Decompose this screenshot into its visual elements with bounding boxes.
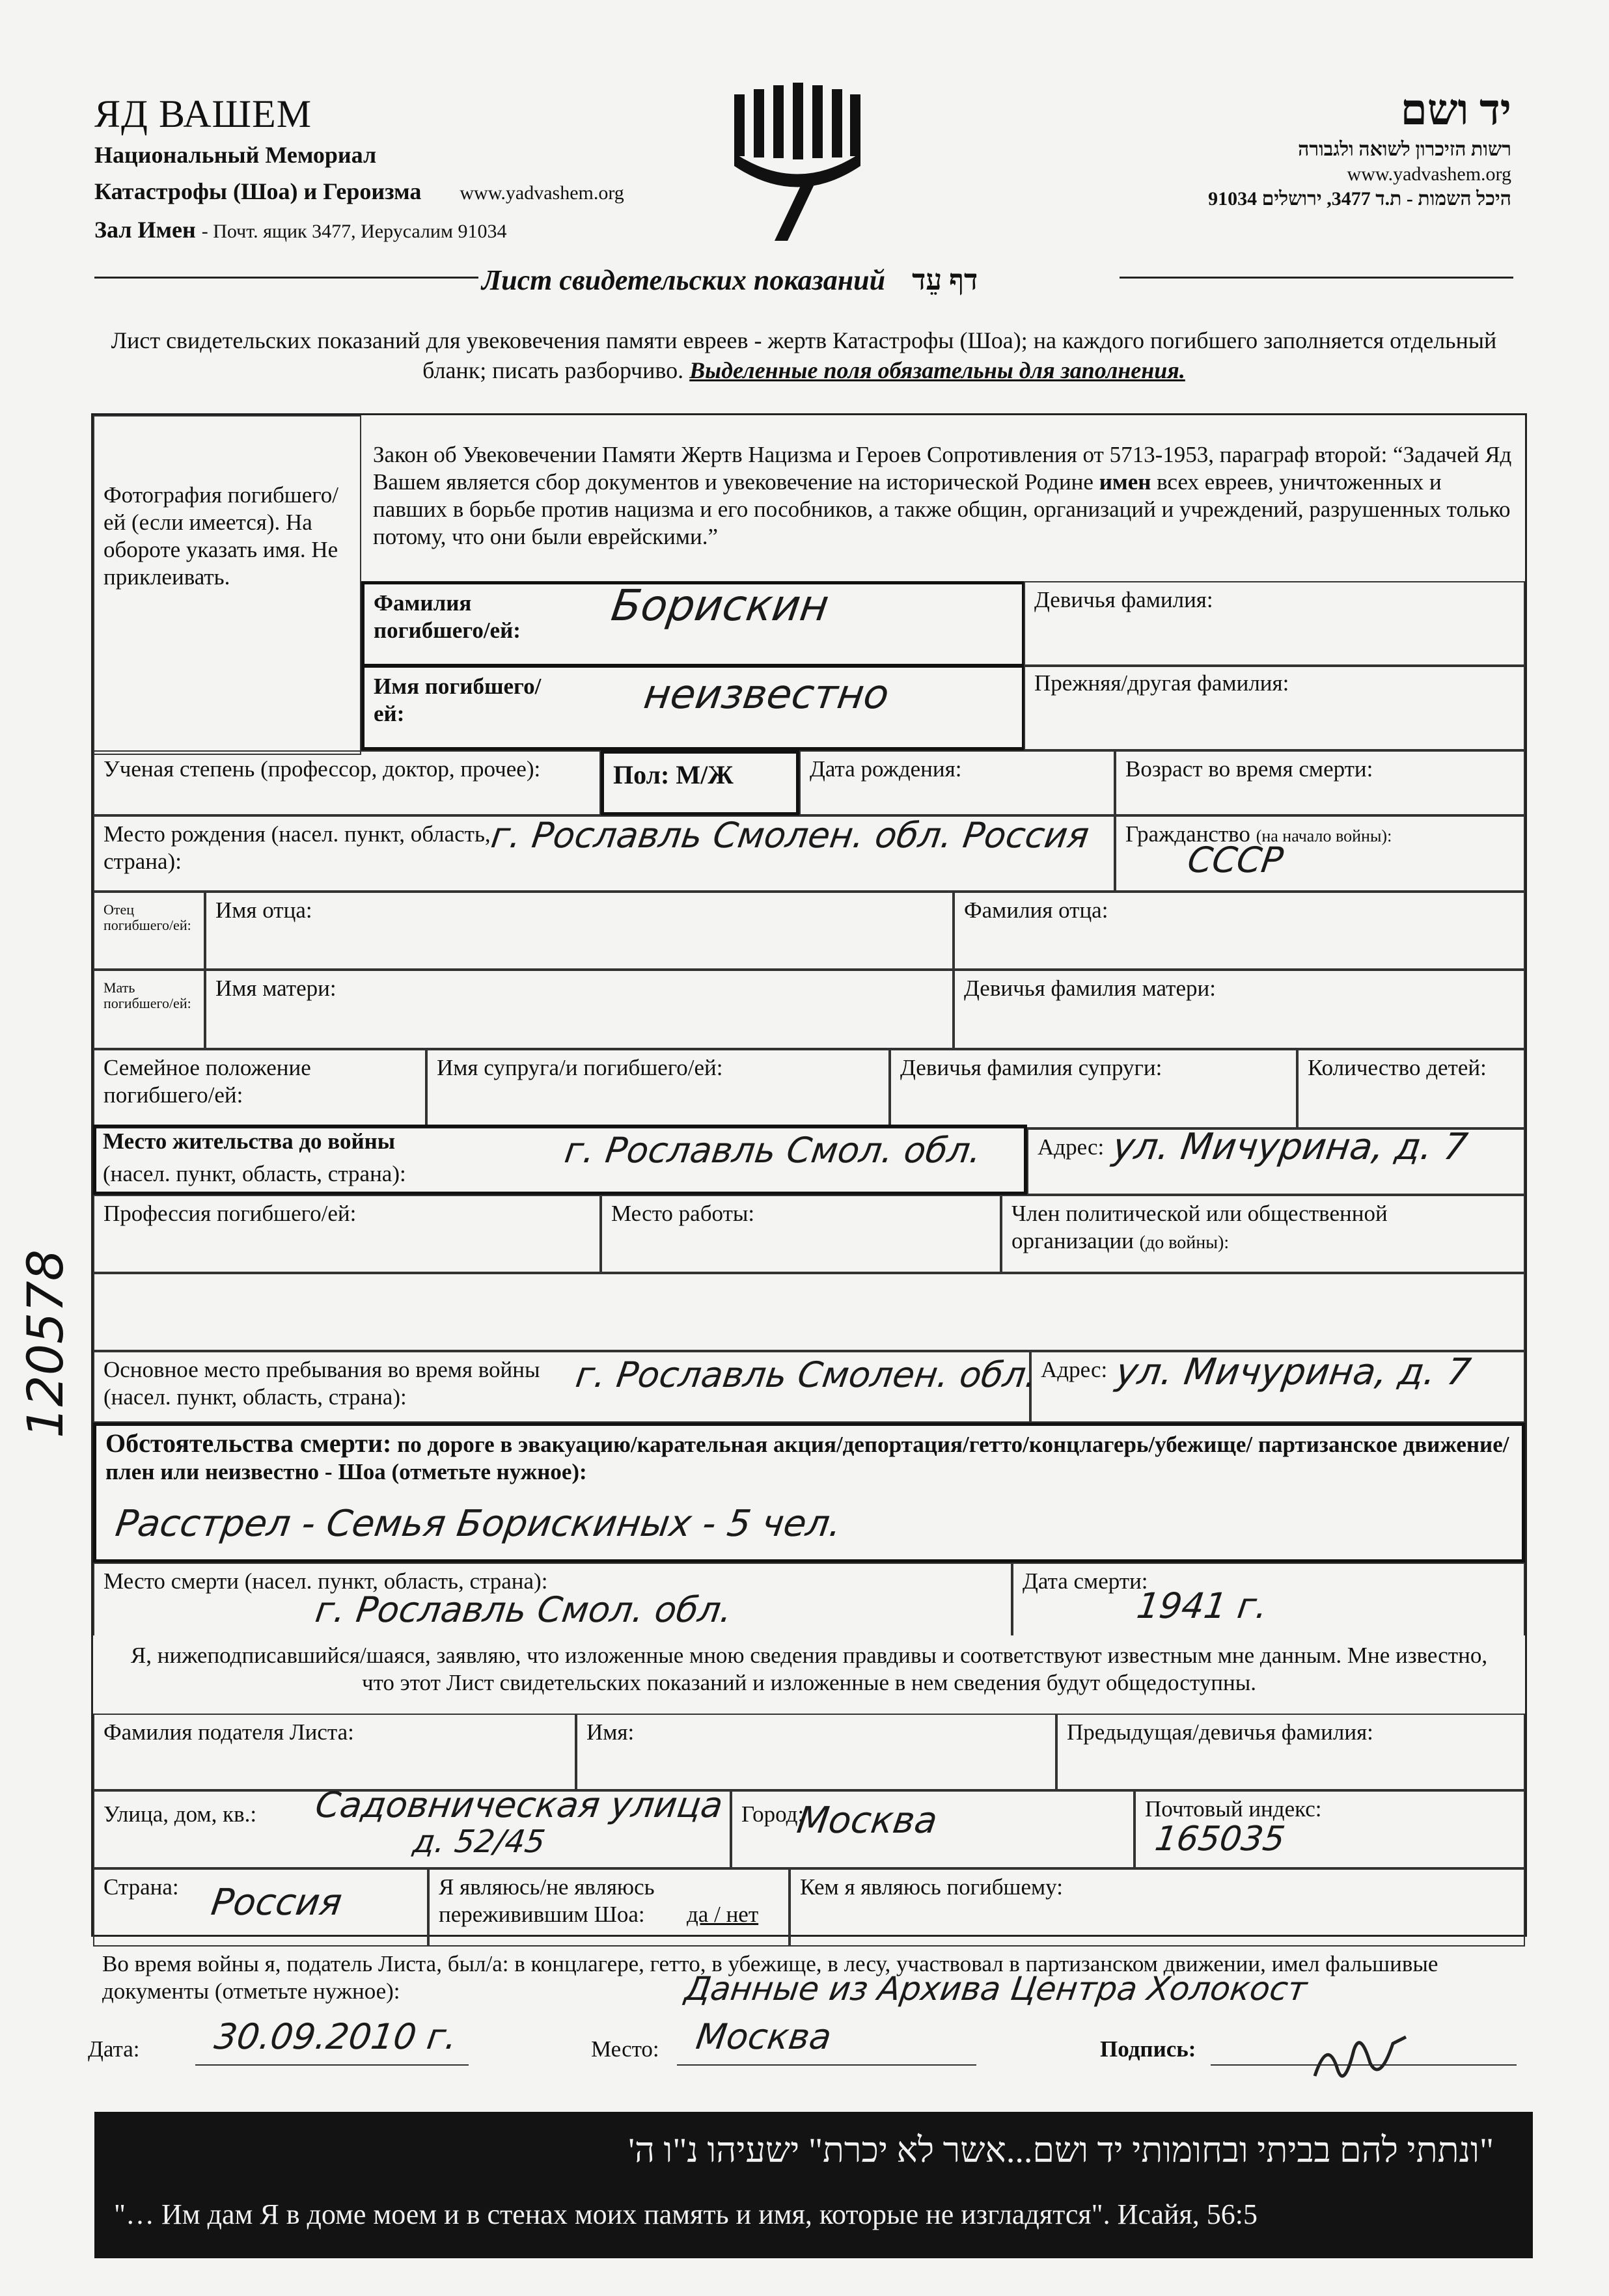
spouse-maiden-label: Девичья фамилия супруги: (900, 1055, 1162, 1080)
submitter-name-field[interactable] (576, 1714, 1056, 1790)
submitter-name-label: Имя: (586, 1719, 635, 1745)
address2-field[interactable] (1030, 1351, 1525, 1423)
profession-label: Профессия погибшего/ей: (103, 1201, 357, 1226)
mother-small-label: Мать погибшего/ей: (93, 970, 205, 1049)
country-value: Россия (208, 1881, 345, 1924)
signature-mark[interactable] (1308, 2024, 1419, 2096)
relation-label: Кем я являюсь погибшему: (800, 1874, 1063, 1900)
citizenship-value: СССР (1185, 840, 1286, 881)
spouse-maiden-field[interactable] (890, 1049, 1297, 1128)
gender-label: Пол: М/Ж (613, 760, 734, 789)
intro-required: Выделенные поля обязательны для заполнения. (689, 357, 1185, 383)
member-field[interactable] (1001, 1195, 1525, 1273)
other-surname-label: Прежняя/другая фамилия: (1034, 670, 1289, 696)
citizenship-note: (на начало войны): (1256, 827, 1392, 845)
zip-value: 165035 (1152, 1820, 1287, 1859)
children-field[interactable] (1297, 1049, 1525, 1128)
address-field[interactable] (1027, 1128, 1525, 1195)
workplace-label: Место работы: (611, 1201, 755, 1226)
birthplace-field[interactable] (93, 815, 1115, 892)
declaration: Я, нижеподписавшийся/шаяся, заявляю, что изложенные мною сведения правдивы и соответствуют известным мне данным. Мне известно, что этот Лист свидетельских показаний и изложенные в нем сведения будут общедоступны. (130, 1643, 1488, 1695)
date-underline (195, 2064, 469, 2066)
photo-label: Фотография погибшего/ей (если имеется). На обороте указать имя. Не приклеивать. (103, 482, 338, 590)
father-small-label: Отец погибшего/ей: (93, 892, 205, 970)
age-field[interactable] (1115, 750, 1525, 815)
intro-main: Лист свидетельских показаний для увековечения памяти евреев - жертв Катастрофы (Шоа); на каждого погибшего заполняется отдельный бланк; писать разборчиво. (111, 327, 1497, 383)
father-surname-field[interactable] (954, 892, 1525, 970)
photo-box[interactable] (93, 415, 361, 755)
survivor-options[interactable]: да / нет (687, 1902, 759, 1927)
header-left (94, 91, 745, 250)
firstname-field[interactable] (361, 664, 1025, 750)
street-field[interactable] (93, 1784, 731, 1868)
country-label: Страна: (103, 1874, 179, 1900)
city-value: Москва (794, 1799, 941, 1842)
org-name-ru: ЯД ВАШЕМ (94, 92, 312, 135)
survivor-label: Я являюсь/не являюсь переживившим Шоа: (439, 1874, 655, 1927)
title-rule-right (1120, 277, 1513, 279)
footer-quote-band (94, 2112, 1533, 2258)
wartime-me-label: Во время войны я, податель Листа, был/а: в концлагере, гетто, в убежище, в лесу, участвовал в партизанском движении, имел фальшивые документы (отметьте нужное): (102, 1951, 1438, 2004)
circumstances-field[interactable] (93, 1423, 1525, 1563)
city-label: Город: (741, 1801, 804, 1827)
deathplace-value: г. Рославль Смол. обл. (312, 1589, 735, 1630)
org-line-2-text: Катастрофы (Шоа) и Героизма (94, 178, 422, 204)
law-text-a: Закон об Увековечении Памяти Жертв Нацизма и Героев Сопротивления от 5713-1953, параграф второй: “Задачей Яд Вашем является сбор документов и увековечение на исторической Родине (373, 442, 1512, 495)
spouse-name-field[interactable] (426, 1049, 890, 1128)
father-surname-label: Фамилия отца: (964, 897, 1108, 923)
mother-maiden-label: Девичья фамилия матери: (964, 976, 1216, 1001)
degree-field[interactable] (93, 750, 601, 815)
zip-field[interactable] (1135, 1790, 1525, 1868)
other-surname-field[interactable] (1024, 664, 1525, 750)
mother-name-field[interactable] (205, 970, 954, 1049)
profession-field[interactable] (93, 1195, 601, 1273)
citizenship-label: Гражданство (1125, 821, 1250, 847)
header-right (926, 85, 1511, 212)
date-label: Дата: (88, 2036, 140, 2062)
maiden-name-field[interactable] (1024, 581, 1525, 667)
firstname-label: Имя погибшего/ей: (374, 674, 542, 726)
law-text (360, 415, 1525, 578)
form-title-ru: Лист свидетельских показаний (482, 264, 886, 296)
wartime-field[interactable] (93, 1351, 1040, 1423)
submitter-maiden-field[interactable] (1056, 1714, 1525, 1790)
circumstances-text: по дороге в эвакуацию/карательная акция/депортация/гетто/концлагерь/убежище/ партизанское движение/плен или неизвестно - Шоа (отметьте нужное): (105, 1432, 1509, 1484)
father-name-field[interactable] (205, 892, 954, 970)
url-right[interactable]: www.yadvashem.org (1347, 163, 1511, 185)
law-text-b: всех евреев, уничтоженных и павших в борьбе против нацизма и его пособников, а также общин, организаций и учреждений, разрушенных только потому, что они были еврейскими.” (373, 469, 1511, 549)
zip-label: Почтовый индекс: (1145, 1796, 1322, 1822)
spouse-name-label: Имя супруга/и погибшего/ей: (437, 1055, 723, 1080)
circumstances-label: Обстоятельства смерти: (105, 1428, 392, 1458)
org-line-1: Национальный Мемориал (94, 142, 377, 168)
circumstances-value: Расстрел - Семья Борискиных - 5 чел. (113, 1503, 844, 1545)
surname-field[interactable] (361, 581, 1025, 667)
address2-label: Адрес: (1041, 1357, 1108, 1382)
hall-of-names: Зал Имен (94, 217, 196, 243)
marital-label: Семейное положение погибшего/ей: (103, 1055, 311, 1108)
house-value: д. 52/45 (411, 1824, 547, 1860)
deathplace-field[interactable] (93, 1563, 1012, 1635)
survivor-field[interactable] (428, 1868, 790, 1947)
org-name-he: יד ושם (1400, 87, 1511, 134)
wartime-me-field[interactable] (93, 1947, 1525, 2012)
marital-field[interactable] (93, 1049, 426, 1128)
street-label: Улица, дом, кв.: (103, 1801, 257, 1827)
submitter-surname-label: Фамилия подателя Листа: (103, 1719, 354, 1745)
footer-quote-ru: "… Им дам Я в доме моем и в стенах моих память и имя, которые не изгладятся". Исайя, 56:5 (114, 2198, 1258, 2230)
residence-label: Место жительства до войны (103, 1128, 396, 1154)
birthdate-field[interactable] (799, 750, 1115, 815)
url-left[interactable]: www.yadvashem.org (460, 182, 624, 204)
member-label: Член политической или общественной организации (1011, 1201, 1388, 1253)
law-text-bold: имен (1099, 469, 1151, 495)
street-value: Садовническая улица (312, 1784, 726, 1825)
footer-quote-he: "ונתתי להם בביתי ובחומותי יד ושם...אשר לא יכרת" ישעיהו נ"ו ה' (628, 2131, 1494, 2170)
mother-name-label: Имя матери: (215, 976, 337, 1001)
gender-field[interactable] (601, 750, 799, 815)
residence-field[interactable] (93, 1125, 1027, 1195)
deathdate-value: 1941 г. (1134, 1585, 1271, 1626)
org-line-2 (94, 173, 745, 212)
postal-address: - Почт. ящик 3477, Иерусалим 91034 (201, 221, 507, 242)
children-label: Количество детей: (1308, 1055, 1487, 1080)
intro-text (94, 325, 1513, 385)
age-label: Возраст во время смерти: (1125, 756, 1373, 782)
birthplace-label: Место рождения (насел. пункт, область, страна): (103, 821, 491, 874)
he-line-1: רשות הזיכרון לשואה ולגבורה (1298, 139, 1511, 160)
father-name-label: Имя отца: (215, 897, 312, 923)
city-field[interactable] (731, 1790, 1135, 1868)
wartime-value: г. Рославль Смолен. обл. (573, 1354, 1040, 1395)
place-label: Место: (591, 2036, 659, 2062)
mother-maiden-field[interactable] (954, 970, 1525, 1049)
form-title (482, 264, 978, 297)
birthplace-value: г. Рославль Смолен. обл. Россия (488, 815, 1092, 856)
menorah-logo-icon (729, 81, 866, 244)
residence-sub: (насел. пункт, область, страна): (103, 1161, 406, 1186)
degree-label: Ученая степень (профессор, доктор, прочее): (103, 756, 541, 782)
signature-label: Подпись: (1100, 2036, 1196, 2062)
wartime-label: Основное место пребывания во время войны (насел. пункт, область, страна): (103, 1357, 540, 1410)
deathdate-field[interactable] (1012, 1563, 1525, 1635)
deathdate-label: Дата смерти: (1023, 1568, 1148, 1594)
place-underline (677, 2064, 976, 2066)
birthdate-label: Дата рождения: (810, 756, 962, 782)
member-note: (до войны): (1139, 1233, 1230, 1253)
surname-value: Борискин (608, 581, 832, 631)
submitter-maiden-label: Предыдущая/девичья фамилия: (1067, 1719, 1373, 1745)
title-rule-left (94, 277, 478, 279)
form-title-he: דף עֵד (912, 264, 978, 296)
residence-value: г. Рославль Смол. обл. (562, 1130, 984, 1171)
country-field[interactable] (93, 1868, 428, 1947)
he-line-3: היכל השמות - ת.ד 3477, ירושלים 91034 (1208, 188, 1511, 210)
address-label: Адрес: (1038, 1134, 1105, 1160)
address-value: ул. Мичурина, д. 7 (1110, 1126, 1470, 1168)
blank-row[interactable] (93, 1273, 1525, 1351)
place-value[interactable]: Москва (693, 2016, 834, 2057)
citizenship-field[interactable] (1115, 815, 1525, 892)
address2-value: ул. Мичурина, д. 7 (1113, 1351, 1474, 1393)
testimony-form (91, 413, 1527, 2008)
deathplace-label: Место смерти (насел. пункт, область, страна): (103, 1568, 548, 1594)
surname-label: Фамилия погибшего/ей: (374, 590, 521, 643)
firstname-value: неизвестно (640, 670, 892, 718)
date-value[interactable]: 30.09.2010 г. (212, 2016, 460, 2057)
org-line-3 (94, 212, 745, 250)
submitter-surname-field[interactable] (93, 1714, 576, 1790)
relation-field[interactable] (790, 1868, 1525, 1947)
workplace-field[interactable] (601, 1195, 1001, 1273)
maiden-name-label: Девичья фамилия: (1034, 587, 1213, 612)
wartime-me-value: Данные из Архива Центра Холокост (682, 1970, 1310, 2008)
archive-number: 120578 (16, 1249, 74, 1438)
